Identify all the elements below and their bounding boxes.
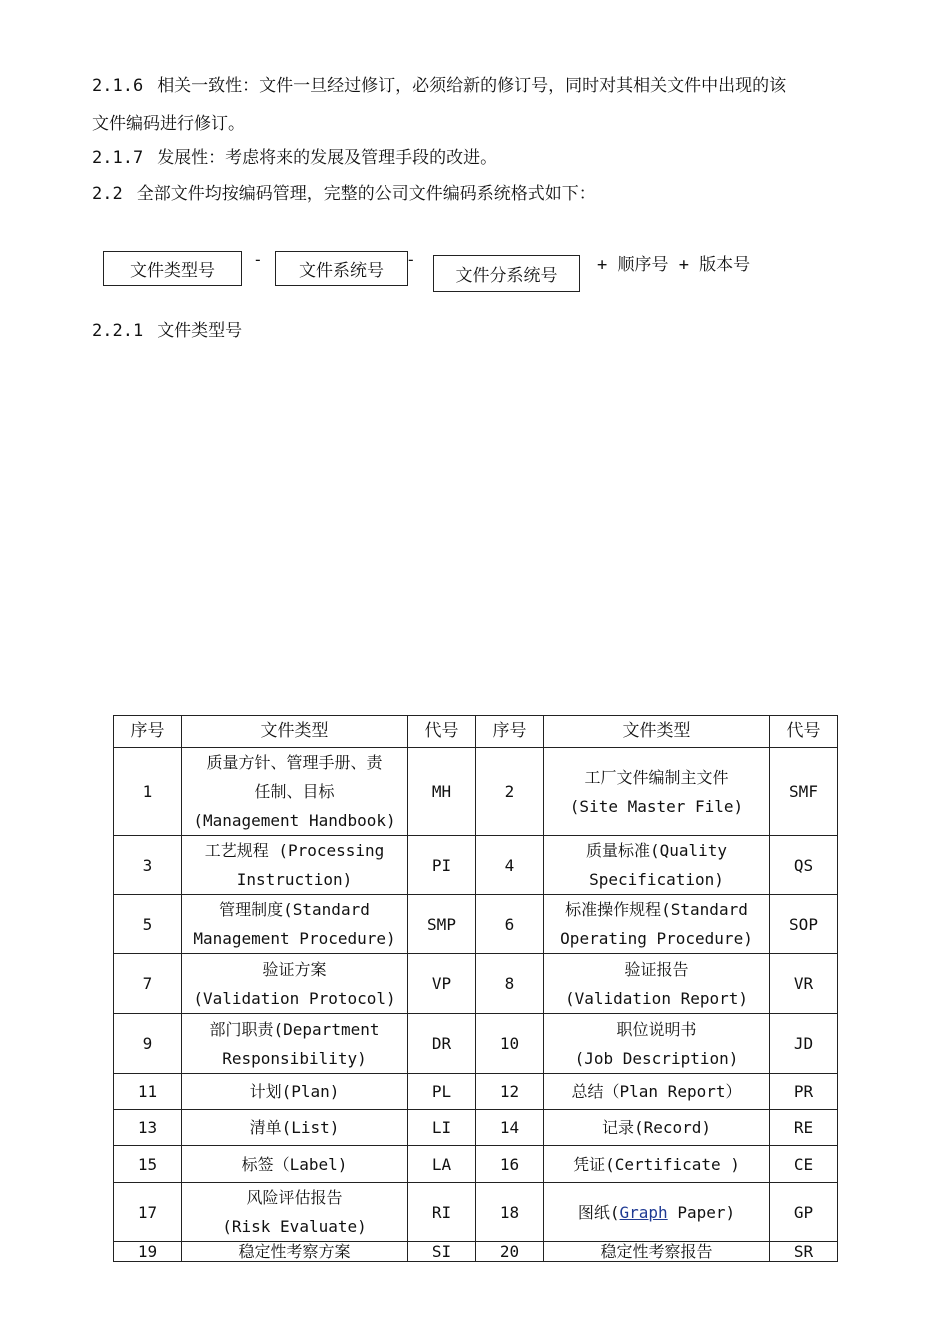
table-cell: VP [408, 954, 476, 1014]
table-cell: 10 [476, 1014, 544, 1074]
table-cell-type [544, 954, 770, 1014]
table-cell: 15 [114, 1146, 182, 1183]
table-cell: RI [408, 1183, 476, 1242]
table-cell: SOP [770, 895, 838, 954]
table-cell: 9 [114, 1014, 182, 1074]
table-cell-type [182, 1146, 408, 1183]
type-line: 质量方针、管理手册、责 [206, 753, 383, 772]
table-cell: 6 [476, 895, 544, 954]
type-line: (Job Description) [574, 1048, 739, 1068]
table-cell-type [182, 895, 408, 954]
table-cell: 11 [114, 1074, 182, 1110]
table-cell-type [544, 836, 770, 895]
type-line: 工厂文件编制主文件 [584, 767, 729, 787]
paragraph-number: 2.2.1 [92, 321, 144, 341]
table-cell: PI [408, 836, 476, 895]
paragraph-2-1-7 [92, 146, 497, 170]
table-cell: 1 [114, 748, 182, 836]
type-line: 记录(Record) [601, 1118, 712, 1137]
table-cell: 20 [476, 1242, 544, 1262]
type-line: 清单(List) [249, 1118, 340, 1137]
table-row [114, 954, 838, 1014]
table-cell: MH [408, 748, 476, 836]
table-cell: SMP [408, 895, 476, 954]
type-line: Specification) [589, 870, 724, 889]
table-cell: 17 [114, 1183, 182, 1242]
type-line: Operating Procedure) [560, 929, 753, 948]
code-separator: - [253, 250, 263, 269]
table-cell: QS [770, 836, 838, 895]
table-cell: SR [770, 1242, 838, 1262]
code-box-subsystem: 文件分系统号 [433, 255, 580, 292]
table-cell: LA [408, 1146, 476, 1183]
table-row [114, 1074, 838, 1110]
table-body [114, 748, 838, 1262]
type-line: (Management Handbook) [193, 811, 396, 830]
table-cell-type [544, 1183, 770, 1242]
type-line: 凭证(Certificate ) [573, 1154, 740, 1174]
type-prefix: 图纸( [577, 1202, 620, 1222]
paragraph-2-2 [92, 182, 596, 206]
table-row [114, 1242, 838, 1262]
type-line: 工艺规程 (Processing [204, 841, 385, 860]
table-cell: PL [408, 1074, 476, 1110]
table-cell-type [182, 748, 408, 836]
type-line: 部门职责(Department [209, 1019, 380, 1039]
section-2-2-1 [92, 319, 242, 343]
type-line: 稳定性考察方案 [238, 1241, 351, 1261]
type-line: 标签（Label) [241, 1154, 348, 1174]
paragraph-2-1-6-continuation: 文件编码进行修订。 [92, 114, 245, 134]
document-type-table [113, 715, 838, 1262]
header-cell: 代号 [408, 716, 476, 748]
table-cell: 12 [476, 1074, 544, 1110]
type-line: 计划(Plan) [249, 1082, 340, 1101]
table-cell: 8 [476, 954, 544, 1014]
table-cell: JD [770, 1014, 838, 1074]
type-line: 管理制度(Standard [219, 900, 370, 919]
type-line: 职位说明书 [616, 1019, 697, 1039]
code-separator: - [406, 250, 416, 269]
type-line: 标准操作规程(Standard [565, 900, 748, 919]
table-cell-type [182, 1014, 408, 1074]
table-cell: 14 [476, 1110, 544, 1146]
code-box-system: 文件系统号 [275, 251, 408, 286]
type-line: Responsibility) [222, 1048, 367, 1068]
table-cell-type [544, 1242, 770, 1262]
paragraph-number: 2.1.6 [92, 76, 144, 96]
table-cell-type [182, 1074, 408, 1110]
table-cell-type [182, 954, 408, 1014]
table-cell: DR [408, 1014, 476, 1074]
table-cell: 19 [114, 1242, 182, 1262]
table-cell: 16 [476, 1146, 544, 1183]
table-cell: LI [408, 1110, 476, 1146]
paragraph-2-1-6 [92, 74, 786, 98]
table-row [114, 748, 838, 836]
header-cell: 代号 [770, 716, 838, 748]
table-cell: 7 [114, 954, 182, 1014]
table-row [114, 1183, 838, 1242]
table-cell-type [544, 1074, 770, 1110]
table-cell-type [182, 1242, 408, 1262]
header-cell: 文件类型 [182, 716, 408, 748]
code-suffix: + 顺序号 + 版本号 [597, 255, 751, 275]
table-row [114, 836, 838, 895]
code-box-type: 文件类型号 [103, 251, 242, 286]
table-cell: 2 [476, 748, 544, 836]
type-line: 任制、目标 [254, 782, 335, 801]
table-cell: CE [770, 1146, 838, 1183]
table-cell: SMF [770, 748, 838, 836]
table-cell: VR [770, 954, 838, 1014]
table-cell-type [182, 1183, 408, 1242]
type-line: 总结（Plan Report） [571, 1082, 742, 1101]
type-line: 稳定性考察报告 [600, 1241, 713, 1261]
type-line: 验证方案 [262, 959, 327, 979]
table-cell-type [544, 748, 770, 836]
table-cell: GP [770, 1183, 838, 1242]
table-cell-type [544, 895, 770, 954]
table-cell: PR [770, 1074, 838, 1110]
paragraph-number: 2.2 [92, 184, 123, 204]
table-cell-type [182, 836, 408, 895]
type-suffix: Paper) [667, 1202, 736, 1222]
type-line: 验证报告 [624, 959, 689, 979]
type-line: 风险评估报告 [246, 1188, 343, 1207]
table-cell: RE [770, 1110, 838, 1146]
type-line: (Validation Protocol) [193, 988, 396, 1008]
graph-link[interactable]: Graph [619, 1202, 668, 1222]
table-row [114, 895, 838, 954]
header-cell: 序号 [476, 716, 544, 748]
header-cell: 序号 [114, 716, 182, 748]
table-cell: SI [408, 1242, 476, 1262]
paragraph-number: 2.1.7 [92, 148, 144, 168]
paragraph-text: 发展性：考虑将来的发展及管理手段的改进。 [157, 148, 498, 168]
type-line: (Validation Report) [564, 988, 749, 1008]
type-line: 质量标准(Quality [585, 841, 728, 860]
table-cell-type [544, 1110, 770, 1146]
type-line: (Risk Evaluate) [222, 1217, 367, 1236]
table-cell: 18 [476, 1183, 544, 1242]
table-cell-type [182, 1110, 408, 1146]
table-cell-type [544, 1146, 770, 1183]
paragraph-text: 相关一致性：文件一旦经过修订，必须给新的修订号，同时对其相关文件中出现的该 [157, 76, 787, 96]
table-row [114, 1146, 838, 1183]
type-line: Instruction) [236, 870, 353, 889]
type-line: Management Procedure) [193, 929, 396, 948]
header-cell: 文件类型 [544, 716, 770, 748]
section-title: 文件类型号 [157, 321, 243, 341]
table-row [114, 1110, 838, 1146]
table-cell: 13 [114, 1110, 182, 1146]
table-cell: 4 [476, 836, 544, 895]
table-row [114, 1014, 838, 1074]
table-cell: 3 [114, 836, 182, 895]
table-cell-type [544, 1014, 770, 1074]
paragraph-text: 全部文件均按编码管理，完整的公司文件编码系统格式如下： [136, 184, 596, 204]
table-header-row [114, 716, 838, 748]
table-cell: 5 [114, 895, 182, 954]
type-line: (Site Master File) [569, 796, 744, 816]
